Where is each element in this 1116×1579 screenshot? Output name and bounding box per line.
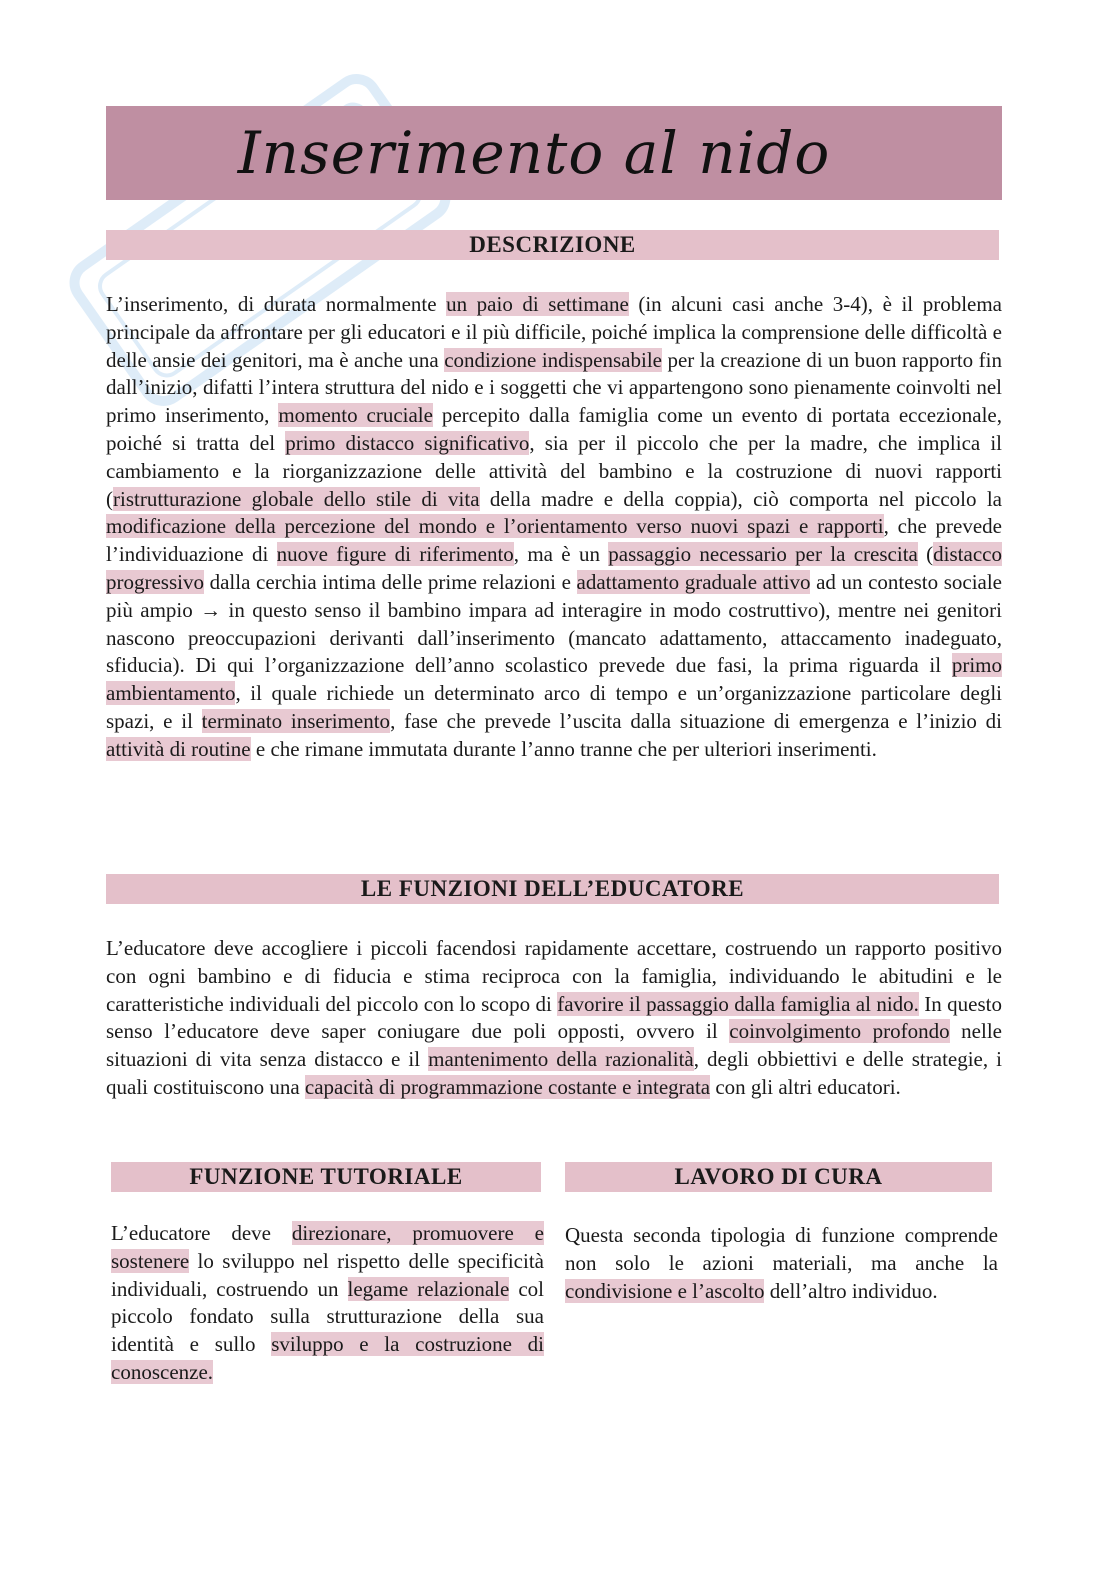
highlighted-text: primo ambientamento	[106, 653, 1002, 706]
highlighted-text: terminato inserimento	[201, 708, 391, 733]
highlighted-text: capacità di programmazione costante e integrata	[304, 1074, 711, 1099]
text-run: L’educatore deve	[111, 1221, 292, 1245]
text-run: (in alcuni casi anche 3-4), è il problema principale da affrontare per gli educatori e il più difficile, poiché implica la comprensione delle difficoltà e delle ansie dei genitori, ma è anche una	[106, 292, 1003, 372]
text-run: dell’altro individuo.	[764, 1278, 938, 1303]
heading-tutoriale-text: FUNZIONE TUTORIALE	[189, 1164, 463, 1189]
text-run: , sia per il piccolo che per la madre, che implica il cambiamento e la riorganizzazione delle attività del bambino e la costruzione di nuovi rapporti (	[106, 430, 1002, 511]
text-run: , degli obbiettivi e delle strategie, i quali costituiscono una	[106, 1047, 1002, 1099]
highlighted-text: nuove figure di riferimento	[276, 542, 514, 567]
text-run: con gli altri educatori.	[710, 1074, 901, 1099]
highlighted-text: condizione indispensabile	[444, 347, 662, 372]
text-run: per la creazione di un buon rapporto fin dall’inizio, difatti l’intera struttura del nido e i soggetti che vi appartengono sono pienamente coinvolti nel primo inserimento,	[106, 347, 1002, 428]
highlighted-text: legame relazionale	[347, 1276, 510, 1301]
text-run: In questo senso l’educatore deve saper coniugare due poli opposti, ovvero il	[106, 991, 1002, 1044]
heading-descrizione-text: DESCRIZIONE	[469, 232, 636, 257]
highlighted-text: favorire il passaggio dalla famiglia al nido.	[557, 991, 919, 1016]
highlighted-text: passaggio necessario per la crescita	[608, 542, 918, 567]
text-run: L’educatore deve accogliere i piccoli facendosi rapidamente accettare, costruendo un rapporto positivo con ogni bambino e di fiducia e stima reciproca con la famiglia, individuando le abitudini e le caratteristiche individuali del piccolo con lo scopo di	[106, 936, 1002, 1016]
text-run: L’inserimento, di durata normalmente	[106, 292, 447, 316]
highlighted-text: mantenimento della razionalità	[428, 1047, 694, 1072]
text-run: col piccolo fondato sulla strutturazione della sua identità e sullo	[111, 1276, 545, 1357]
heading-cura	[565, 1162, 992, 1192]
heading-tutoriale	[111, 1162, 541, 1192]
highlighted-text: modificazione della percezione del mondo e l’orientamento verso nuovi spazi e rapporti	[106, 514, 884, 539]
paragraph-funzioni	[106, 935, 1002, 1102]
highlighted-text: ristrutturazione globale dello stile di vita	[113, 486, 480, 511]
text-run: , che prevede l’individuazione di	[106, 514, 1002, 567]
highlighted-text: attività di routine	[106, 736, 251, 761]
highlighted-text: coinvolgimento profondo	[729, 1019, 950, 1044]
heading-cura-text: LAVORO DI CURA	[674, 1164, 883, 1189]
highlighted-text: momento cruciale	[278, 403, 433, 428]
paragraph-cura	[565, 1222, 998, 1305]
text-run: Questa seconda tipologia di funzione comprende non solo le azioni materiali, ma anche la	[565, 1223, 998, 1275]
text-run: (	[917, 542, 934, 567]
text-run: nelle situazioni di vita senza distacco e il	[106, 1019, 1002, 1072]
paragraph-descrizione	[106, 291, 1002, 764]
heading-funzioni	[106, 874, 999, 904]
highlighted-text: direzionare, promuovere e sostenere	[111, 1221, 544, 1273]
text-run: della madre e della coppia), ciò comporta nel piccolo la	[479, 486, 1002, 511]
highlighted-text: adattamento graduale attivo	[576, 569, 811, 594]
heading-descrizione	[106, 230, 999, 260]
text-run: , il quale richiede un determinato arco di tempo e un’organizzazione particolare degli spazi, e il	[106, 681, 1002, 733]
text-run: dalla cerchia intima delle prime relazioni e	[204, 569, 577, 594]
text-run: e che rimane immutata durante l’anno tranne che per ulteriori inserimenti.	[250, 736, 877, 761]
highlighted-text: sviluppo e la costruzione di conoscenze.	[111, 1332, 544, 1384]
text-run: , ma è un	[513, 542, 609, 567]
paragraph-tutoriale	[111, 1220, 544, 1387]
text-run: lo sviluppo nel rispetto delle specificità individuali, costruendo un	[111, 1248, 544, 1301]
text-run: , fase che prevede l’uscita dalla situazione di emergenza e l’inizio di	[390, 708, 1003, 733]
heading-funzioni-text: LE FUNZIONI DELL’EDUCATORE	[360, 876, 745, 901]
text-run: percepito dalla famiglia come un evento di portata eccezionale, poiché si tratta del	[106, 403, 1002, 455]
title-banner	[106, 106, 1002, 200]
highlighted-text: distacco progressivo	[106, 542, 1002, 594]
highlighted-text: un paio di settimane	[446, 292, 629, 316]
text-run: ad un contesto sociale più ampio → in questo senso il bambino impara ad interagire in modo costruttivo), mentre nei genitori nascono preoccupazioni derivanti dall’inserimento (mancato adattamento, attaccamento inadeguato, sfiducia). Di qui l’organizzazione dell’anno scolastico prevede due fasi, la prima riguarda il	[106, 569, 1003, 678]
highlighted-text: primo distacco significativo	[285, 430, 530, 455]
highlighted-text: condivisione e l’ascolto	[565, 1278, 765, 1303]
page-title: Inserimento al nido	[237, 119, 831, 187]
